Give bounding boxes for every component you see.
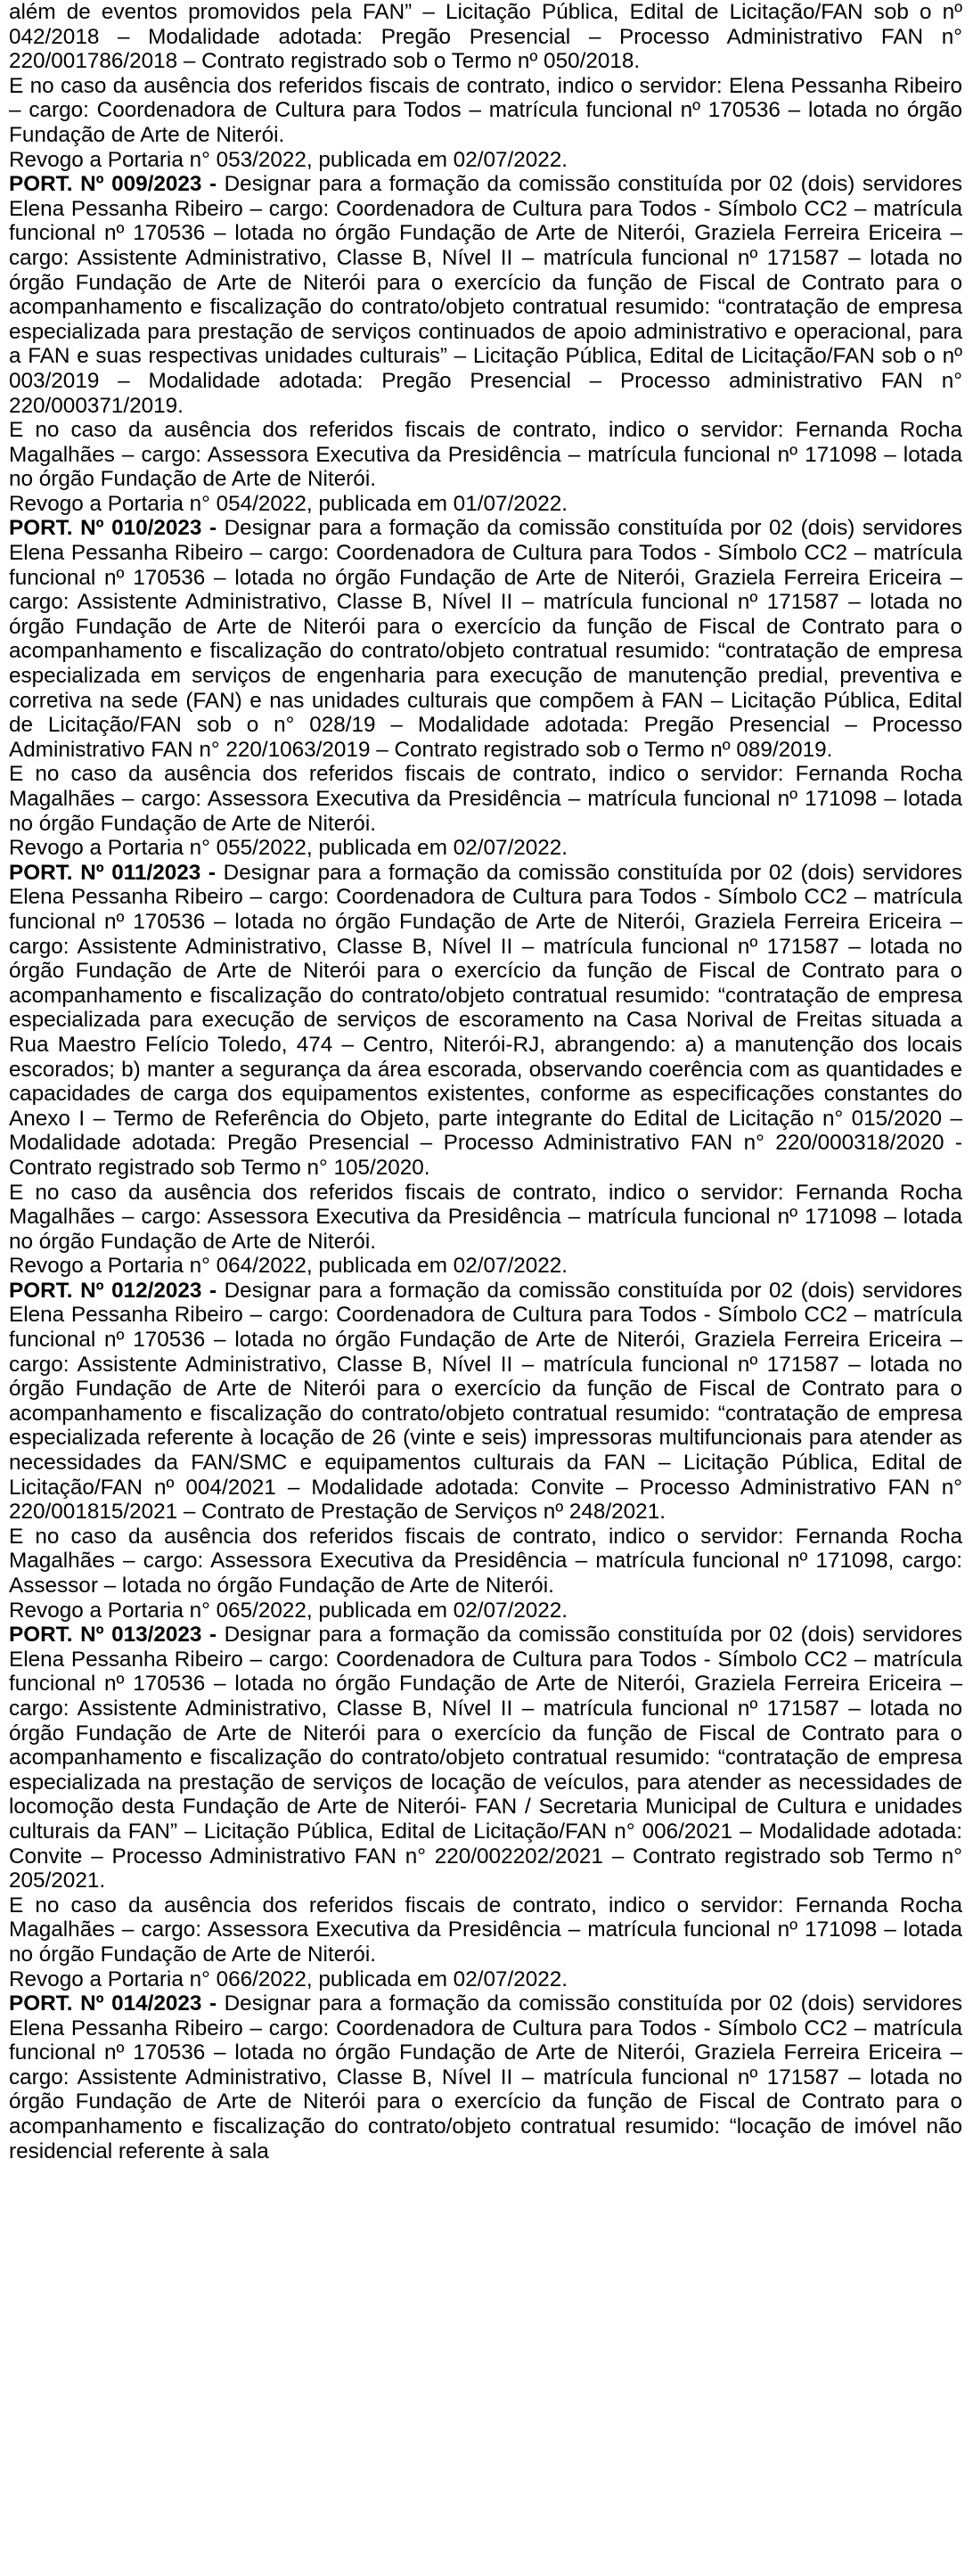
portaria-013	[9, 1623, 962, 1893]
portaria-body: Designar para a formação da comissão constituída por 02 (dois) servidores Elena Pessanha Ribeiro – cargo: Coordenadora de Cultura para Todos - Símbolo CC2 – matrícula funcional nº 170536 – lotada no órgão Fundação de Arte de Niterói, Graziela Ferreira Ericeira – cargo: Assistente Administrativo, Classe B, Nível II – matrícula funcional nº 171587 – lotada no órgão Fundação de Arte de Niterói para o exercício da função de Fiscal de Contrato para o acompanhamento e fiscalização do contrato/objeto contratual resumido: “contratação de empresa especializada referente à locação de 26 (vinte e seis) impressoras multifuncionais para atender as necessidades da FAN/SMC e equipamentos culturais da FAN – Licitação Pública, Edital de Licitação/FAN nº 004/2021 – Modalidade adotada: Convite – Processo Administrativo FAN n° 220/001815/2021 – Contrato de Prestação de Serviços nº 248/2021.	[9, 1278, 962, 1525]
paragraph-revoke: Revogo a Portaria n° 054/2022, publicada em 01/07/2022.	[9, 491, 568, 516]
portaria-010	[9, 516, 962, 762]
portaria-number: PORT. Nº 011/2023 -	[9, 860, 217, 885]
paragraph-substitute: E no caso da ausência dos referidos fiscais de contrato, indico o servidor: Fernanda Rocha Magalhães – cargo: Assessora Executiva da Presidência – matrícula funcional nº 171098 – lotada no órgão Fundação de Arte de Niterói.	[9, 1180, 962, 1254]
portaria-011	[9, 861, 962, 1181]
portaria-body: Designar para a formação da comissão constituída por 02 (dois) servidores Elena Pessanha Ribeiro – cargo: Coordenadora de Cultura para Todos - Símbolo CC2 – matrícula funcional nº 170536 – lotada no órgão Fundação de Arte de Niterói, Graziela Ferreira Ericeira – cargo: Assistente Administrativo, Classe B, Nível II – matrícula funcional nº 171587 – lotada no órgão Fundação de Arte de Niterói para o exercício da função de Fiscal de Contrato para o acompanhamento e fiscalização do contrato/objeto contratual resumido: “contratação de empresa especializada em serviços de engenharia para execução de manutenção predial, preventiva e corretiva na sede (FAN) e nas unidades culturais que compõem à FAN – Licitação Pública, Edital de Licitação/FAN sob o n° 028/19 – Modalidade adotada: Pregão Presencial – Processo Administrativo FAN n° 220/1063/2019 – Contrato registrado sob o Termo nº 089/2019.	[9, 516, 962, 762]
portaria-number: PORT. Nº 013/2023 -	[9, 1623, 217, 1648]
portaria-body: Designar para a formação da comissão constituída por 02 (dois) servidores Elena Pessanha Ribeiro – cargo: Coordenadora de Cultura para Todos - Símbolo CC2 – matrícula funcional nº 170536 – lotada no órgão Fundação de Arte de Niterói, Graziela Ferreira Ericeira – cargo: Assistente Administrativo, Classe B, Nível II – matrícula funcional nº 171587 – lotada no órgão Fundação de Arte de Niterói para o exercício da função de Fiscal de Contrato para o acompanhamento e fiscalização do contrato/objeto contratual resumido: “locação de imóvel não residencial referente à sala	[9, 1991, 962, 2163]
paragraph-revoke: Revogo a Portaria n° 066/2022, publicada em 02/07/2022.	[9, 1967, 568, 1991]
paragraph-revoke: Revogo a Portaria n° 064/2022, publicada em 02/07/2022.	[9, 1254, 568, 1279]
paragraph-substitute: E no caso da ausência dos referidos fiscais de contrato, indico o servidor: Fernanda Rocha Magalhães – cargo: Assessora Executiva da Presidência – matrícula funcional nº 171098, cargo: Assessor – lotada no órgão Fundação de Arte de Niterói.	[9, 1524, 962, 1598]
portaria-number: PORT. Nº 010/2023 -	[9, 516, 217, 541]
portaria-014	[9, 1991, 962, 2163]
portaria-body: Designar para a formação da comissão constituída por 02 (dois) servidores Elena Pessanha Ribeiro – cargo: Coordenadora de Cultura para Todos - Símbolo CC2 – matrícula funcional nº 170536 – lotada no órgão Fundação de Arte de Niterói, Graziela Ferreira Ericeira – cargo: Assistente Administrativo, Classe B, Nível II – matrícula funcional nº 171587 – lotada no órgão Fundação de Arte de Niterói para o exercício da função de Fiscal de Contrato para o acompanhamento e fiscalização do contrato/objeto contratual resumido: “contratação de empresa especializada na prestação de serviços de locação de veículos, para atender as necessidades de locomoção desta Fundação de Arte de Niterói- FAN / Secretaria Municipal de Cultura e unidades culturais da FAN” – Licitação Pública, Edital de Licitação/FAN n° 006/2021 – Modalidade adotada: Convite – Processo Administrativo FAN n° 220/002202/2021 – Contrato registrado sob Termo n° 205/2021.	[9, 1623, 962, 1893]
paragraph-continuation: além de eventos promovidos pela FAN” – Licitação Pública, Edital de Licitação/FAN sob o nº 042/2018 – Modalidade adotada: Pregão Presencial – Processo Administrativo FAN n° 220/001786/2018 – Contrato registrado sob o Termo nº 050/2018.	[9, 0, 962, 74]
paragraph-revoke: Revogo a Portaria n° 065/2022, publicada em 02/07/2022.	[9, 1598, 568, 1623]
portaria-number: PORT. Nº 009/2023 -	[9, 172, 217, 197]
portaria-009	[9, 172, 962, 418]
portaria-body: Designar para a formação da comissão constituída por 02 (dois) servidores Elena Pessanha Ribeiro – cargo: Coordenadora de Cultura para Todos - Símbolo CC2 – matrícula funcional nº 170536 – lotada no órgão Fundação de Arte de Niterói, Graziela Ferreira Ericeira – cargo: Assistente Administrativo, Classe B, Nível II – matrícula funcional nº 171587 – lotada no órgão Fundação de Arte de Niterói para o exercício da função de Fiscal de Contrato para o acompanhamento e fiscalização do contrato/objeto contratual resumido: “contratação de empresa especializada para execução de serviços de escoramento na Casa Norival de Freitas situada a Rua Maestro Felício Toledo, 474 – Centro, Niterói-RJ, abrangendo: a) a manutenção dos locais escorados; b) manter a segurança da área escorada, observando coerência com as quantidades e capacidades de carga dos equipamentos existentes, conforme as especificações constantes do Anexo I – Termo de Referência do Objeto, parte integrante do Edital de Licitação n° 015/2020 – Modalidade adotada: Pregão Presencial – Processo Administrativo FAN n° 220/000318/2020 - Contrato registrado sob Termo n° 105/2020.	[9, 860, 963, 1180]
paragraph-substitute: E no caso da ausência dos referidos fiscais de contrato, indico o servidor: Elena Pessanha Ribeiro – cargo: Coordenadora de Cultura para Todos – matrícula funcional nº 170536 – lotada no órgão Fundação de Arte de Niterói.	[9, 73, 962, 147]
portaria-number: PORT. Nº 012/2023 -	[9, 1278, 217, 1303]
paragraph-substitute: E no caso da ausência dos referidos fiscais de contrato, indico o servidor: Fernanda Rocha Magalhães – cargo: Assessora Executiva da Presidência – matrícula funcional nº 171098 – lotada no órgão Fundação de Arte de Niterói.	[9, 762, 962, 836]
paragraph-substitute: E no caso da ausência dos referidos fiscais de contrato, indico o servidor: Fernanda Rocha Magalhães – cargo: Assessora Executiva da Presidência – matrícula funcional nº 171098 – lotada no órgão Fundação de Arte de Niterói.	[9, 1893, 962, 1967]
paragraph-substitute: E no caso da ausência dos referidos fiscais de contrato, indico o servidor: Fernanda Rocha Magalhães – cargo: Assessora Executiva da Presidência – matrícula funcional nº 171098 – lotada no órgão Fundação de Arte de Niterói.	[9, 418, 962, 492]
paragraph-revoke: Revogo a Portaria n° 053/2022, publicada em 02/07/2022.	[9, 147, 568, 172]
portaria-body: Designar para a formação da comissão constituída por 02 (dois) servidores Elena Pessanha Ribeiro – cargo: Coordenadora de Cultura para Todos - Símbolo CC2 – matrícula funcional nº 170536 – lotada no órgão Fundação de Arte de Niterói, Graziela Ferreira Ericeira – cargo: Assistente Administrativo, Classe B, Nível II – matrícula funcional nº 171587 – lotada no órgão Fundação de Arte de Niterói para o exercício da função de Fiscal de Contrato para o acompanhamento e fiscalização do contrato/objeto contratual resumido: “contratação de empresa especializada para prestação de serviços continuados de apoio administrativo e operacional, para a FAN e suas respectivas unidades culturais” – Licitação Pública, Edital de Licitação/FAN sob o nº 003/2019 – Modalidade adotada: Pregão Presencial – Processo administrativo FAN n° 220/000371/2019.	[9, 172, 962, 418]
paragraph-revoke: Revogo a Portaria n° 055/2022, publicada em 02/07/2022.	[9, 836, 568, 861]
portaria-number: PORT. Nº 014/2023 -	[9, 1991, 217, 2016]
portaria-012	[9, 1279, 962, 1525]
